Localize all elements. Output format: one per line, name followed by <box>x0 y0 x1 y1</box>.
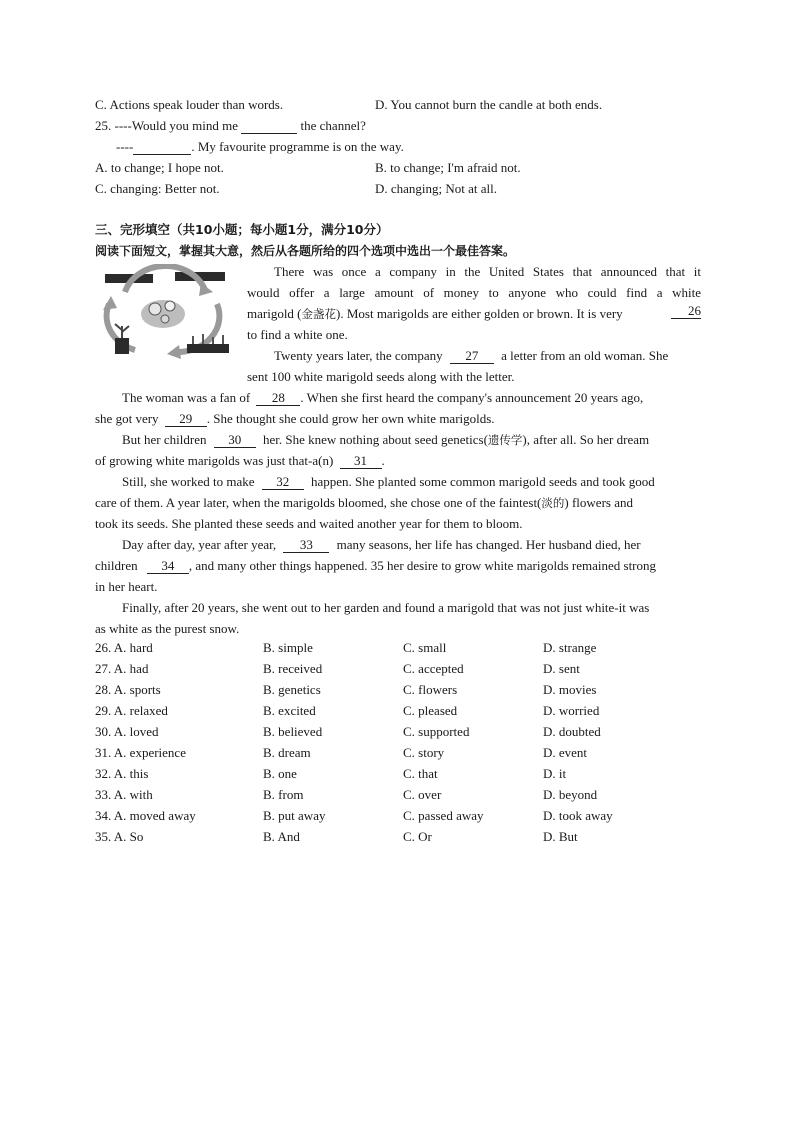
marigold-flower-icon <box>161 315 169 323</box>
option-32-a: 32. A. this <box>95 766 149 781</box>
option-33-b: B. from <box>263 787 304 802</box>
passage-p5-line3: took its seeds. She planted these seeds and waited another year for them to bloom. <box>95 516 523 531</box>
arrowhead-left-icon <box>103 296 117 310</box>
option-28-d: D. movies <box>543 682 597 697</box>
option-30-b: B. believed <box>263 724 323 739</box>
passage-text: happen. She planted some common marigold seeds and took good <box>311 474 655 489</box>
option-26-b: B. simple <box>263 640 313 655</box>
option-28-a: 28. A. sports <box>95 682 161 697</box>
passage-text: would offer a large amount of money to anyone who could find a white <box>247 285 701 300</box>
q25-options-ab <box>95 158 701 178</box>
blank-27: 27 <box>450 349 494 364</box>
marigold-cycle-figure <box>95 264 237 364</box>
passage-p7-line2: as white as the purest snow. <box>95 621 240 636</box>
passage-p2-line2: sent 100 white marigold seeds along with the letter. <box>247 369 515 384</box>
q25-blank <box>241 119 297 134</box>
passage-p5-line2 <box>95 493 701 513</box>
passage-p6-line2 <box>95 556 701 576</box>
passage-text: . <box>381 453 385 468</box>
blank-32: 32 <box>262 475 304 490</box>
arrowhead-top-icon <box>199 283 213 296</box>
option-33-d: D. beyond <box>543 787 598 802</box>
passage-text: care of them. A year later, when the marigolds bloomed, she chose one of the faintest( <box>95 495 542 510</box>
option-28-c: C. flowers <box>403 682 458 697</box>
option-27-b: B. received <box>263 661 323 676</box>
q24-options-row <box>95 95 701 115</box>
option-31-a: 31. A. experience <box>95 745 186 760</box>
q25-stem-text: 25. ----Would you mind me <box>95 118 239 133</box>
passage-p6-line3: in her heart. <box>95 579 158 594</box>
q25-stem-end: the channel? <box>300 118 366 133</box>
passage-text: There was once a company in the United States that announced that it <box>274 264 701 279</box>
blank-30: 30 <box>214 433 256 448</box>
option-28-b: B. genetics <box>263 682 321 697</box>
q25-reply-dashes: ---- <box>116 139 134 154</box>
option-35-a: 35. A. So <box>95 829 144 844</box>
q25-option-d: D. changing; Not at all. <box>375 181 498 196</box>
option-33-c: C. over <box>403 787 442 802</box>
passage-text: But her children <box>122 432 207 447</box>
section-heading: 三、完形填空（共10小题；每小题1分，满分10分） <box>95 222 389 237</box>
passage-p1-line2 <box>247 283 701 303</box>
passage-text: Day after day, year after year, <box>122 537 277 552</box>
q25-reply-text: . My favourite programme is on the way. <box>191 139 404 154</box>
option-34-c: C. passed away <box>403 808 484 823</box>
passage-text: , and many other things happened. 35 her desire to grow white marigolds remained strong <box>188 558 657 573</box>
option-27-c: C. accepted <box>403 661 464 676</box>
arrowhead-right-icon <box>167 345 181 359</box>
passage-text: ). Most marigolds are either golden or brown. It is very <box>336 306 623 321</box>
blank-33: 33 <box>283 538 329 553</box>
planter-bottom-right <box>187 344 229 353</box>
option-31-c: C. story <box>403 745 445 760</box>
section-instruction: 阅读下面短文，掌握其大意，然后从各题所给的四个选项中选出一个最佳答案。 <box>95 244 516 258</box>
passage-text: marigold ( <box>247 306 302 321</box>
passage-gloss: 金盏花 <box>301 307 337 321</box>
option-30-c: C. supported <box>403 724 470 739</box>
passage-text: she got very <box>95 411 159 426</box>
q24-option-d: D. You cannot burn the candle at both ends. <box>375 97 603 112</box>
passage-text: ) flowers and <box>564 495 633 510</box>
passage-text: many seasons, her life has changed. Her husband died, her <box>336 537 641 552</box>
option-34-b: B. put away <box>263 808 326 823</box>
option-34-d: D. took away <box>543 808 613 823</box>
passage-gloss: 遗传学 <box>487 433 523 447</box>
passage-p6-line1 <box>122 535 701 555</box>
option-29-a: 29. A. relaxed <box>95 703 168 718</box>
passage-text: Twenty years later, the company <box>274 348 443 363</box>
option-32-d: D. it <box>543 766 567 781</box>
option-35-d: D. But <box>543 829 578 844</box>
marigold-flower-icon <box>165 301 175 311</box>
option-35-b: B. And <box>263 829 300 844</box>
passage-text: children <box>95 558 138 573</box>
marigold-flower-icon <box>149 303 161 315</box>
passage-p1-line4: to find a white one. <box>247 327 348 342</box>
option-29-b: B. excited <box>263 703 316 718</box>
q24-option-c: C. Actions speak louder than words. <box>95 97 284 112</box>
passage-text: ), after all. So her dream <box>522 432 650 447</box>
passage-p1-line1 <box>274 262 701 282</box>
option-35-c: C. Or <box>403 829 432 844</box>
blank-31: 31 <box>340 454 382 469</box>
q25-reply <box>116 137 722 157</box>
blank-26: 26 <box>671 304 701 319</box>
passage-text: . When she first heard the company's announcement 20 years ago, <box>300 390 644 405</box>
q25-options-cd <box>95 179 701 199</box>
blank-34: 34 <box>147 559 189 574</box>
option-30-a: 30. A. loved <box>95 724 159 739</box>
passage-p3-line1 <box>122 388 701 408</box>
passage-p3-line2 <box>95 409 701 429</box>
option-29-d: D. worried <box>543 703 600 718</box>
passage-p1-line3 <box>247 304 701 324</box>
passage-text: a letter from an old woman. She <box>501 348 669 363</box>
pot-icon <box>115 338 129 354</box>
passage-text: Still, she worked to make <box>122 474 255 489</box>
option-26-a: 26. A. hard <box>95 640 153 655</box>
passage-gloss: 淡的 <box>541 496 565 510</box>
option-32-b: B. one <box>263 766 297 781</box>
passage-p4-line2 <box>95 451 701 471</box>
q25-option-a: A. to change; I hope not. <box>95 160 224 175</box>
passage-p7-line1: Finally, after 20 years, she went out to her garden and found a marigold that was not just white-it was <box>122 600 650 615</box>
option-32-c: C. that <box>403 766 438 781</box>
option-33-a: 33. A. with <box>95 787 153 802</box>
q25-option-c: C. changing: Better not. <box>95 181 220 196</box>
q25-option-b: B. to change; I'm afraid not. <box>375 160 521 175</box>
passage-p2-line1 <box>274 346 701 366</box>
option-26-c: C. small <box>403 640 447 655</box>
passage-p4-line1 <box>122 430 701 450</box>
option-26-d: D. strange <box>543 640 597 655</box>
passage-text: her. She knew nothing about seed genetics( <box>262 432 488 447</box>
passage-text: of growing white marigolds was just that-a(n) <box>95 453 334 468</box>
option-29-c: C. pleased <box>403 703 458 718</box>
blank-29: 29 <box>165 412 207 427</box>
option-34-a: 34. A. moved away <box>95 808 196 823</box>
blank-28: 28 <box>256 391 300 406</box>
option-31-d: D. event <box>543 745 588 760</box>
option-27-d: D. sent <box>543 661 580 676</box>
passage-text: The woman was a fan of <box>122 390 251 405</box>
passage-text: . She thought she could grow her own white marigolds. <box>206 411 495 426</box>
q25-reply-blank <box>133 140 191 155</box>
option-30-d: D. doubted <box>543 724 601 739</box>
passage-p5-line1 <box>122 472 701 492</box>
option-31-b: B. dream <box>263 745 311 760</box>
q25-stem <box>95 116 701 136</box>
plant-foliage <box>141 300 185 328</box>
option-27-a: 27. A. had <box>95 661 149 676</box>
